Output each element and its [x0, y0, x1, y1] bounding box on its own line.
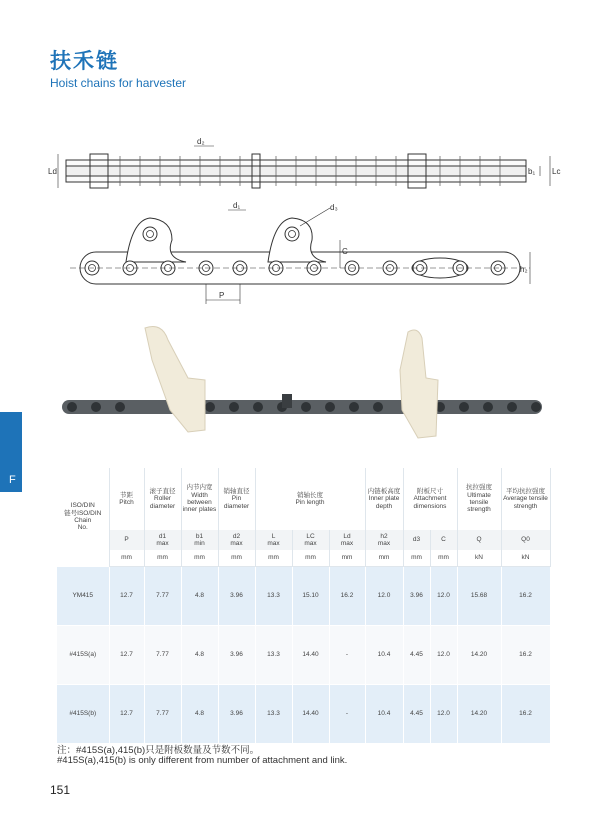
value-cell: 4.45 — [403, 685, 430, 744]
header-pitch: 节距 Pitch — [109, 468, 144, 530]
label-d1: d₁ — [233, 201, 241, 210]
value-cell: 3.96 — [218, 567, 255, 626]
unit-cell: mm — [430, 550, 457, 567]
label-c: C — [342, 247, 348, 256]
symbol-cell: P — [109, 530, 144, 550]
unit-cell: mm — [365, 550, 403, 567]
label-h2: h₂ — [520, 265, 528, 274]
chain-photo — [62, 327, 542, 439]
chain-no-cell: #415S(b) — [57, 685, 109, 744]
value-cell: 13.3 — [255, 567, 292, 626]
value-cell: 7.77 — [144, 685, 181, 744]
label-d2: d₂ — [197, 137, 205, 146]
value-cell: 4.8 — [181, 685, 218, 744]
unit-cell: mm — [255, 550, 292, 567]
header-pin-diameter: 销轴直径 Pin diameter — [218, 468, 255, 530]
symbol-cell: Ld max — [329, 530, 365, 550]
value-cell: 12.7 — [109, 626, 144, 685]
page-title-en: Hoist chains for harvester — [50, 76, 187, 90]
value-cell: 16.2 — [329, 567, 365, 626]
unit-cell: mm — [144, 550, 181, 567]
symbol-cell: h2 max — [365, 530, 403, 550]
unit-cell: mm — [403, 550, 430, 567]
unit-cell: mm — [218, 550, 255, 567]
header-avg-tensile: 平均抗拉强度 Average tensile strength — [501, 468, 550, 530]
value-cell: 15.68 — [457, 567, 501, 626]
label-p: P — [219, 291, 225, 300]
page-title-cn: 扶禾链 — [50, 50, 119, 73]
table-row — [57, 626, 550, 685]
unit-cell: mm — [109, 550, 144, 567]
unit-cell: kN — [501, 550, 550, 567]
value-cell: 10.4 — [365, 626, 403, 685]
value-cell: 4.8 — [181, 626, 218, 685]
symbol-cell: Q0 — [501, 530, 550, 550]
value-cell: 10.4 — [365, 685, 403, 744]
value-cell: 3.96 — [403, 567, 430, 626]
section-tab-letter: F — [9, 474, 16, 486]
symbol-cell: d1 max — [144, 530, 181, 550]
value-cell: 12.0 — [430, 685, 457, 744]
value-cell: 3.96 — [218, 685, 255, 744]
symbol-cell: L max — [255, 530, 292, 550]
header-attachment: 附板尺寸 Attachment dimensions — [403, 468, 457, 530]
unit-cell: mm — [329, 550, 365, 567]
header-inner-width: 内节内宽 Width between inner plates — [181, 468, 218, 530]
unit-cell: mm — [292, 550, 329, 567]
symbol-cell: LC max — [292, 530, 329, 550]
value-cell: 3.96 — [218, 626, 255, 685]
label-lc: Lc — [552, 167, 561, 176]
table-row — [57, 685, 550, 744]
chain-top-view — [58, 146, 550, 210]
value-cell: 14.20 — [457, 685, 501, 744]
symbol-cell: d3 — [403, 530, 430, 550]
value-cell: 4.45 — [403, 626, 430, 685]
symbol-cell: C — [430, 530, 457, 550]
unit-cell: mm — [181, 550, 218, 567]
value-cell: - — [329, 685, 365, 744]
value-cell: 4.8 — [181, 567, 218, 626]
note-en: #415S(a),415(b) is only different from number of attachment and link. — [57, 755, 348, 766]
header-chain-no: ISO/DIN 链号ISO/DIN Chain No. — [57, 468, 109, 567]
spec-table — [57, 468, 551, 744]
chain-no-cell: #415S(a) — [57, 626, 109, 685]
value-cell: 16.2 — [501, 626, 550, 685]
value-cell: - — [329, 626, 365, 685]
header-plate-depth: 内链板高度 Inner plate depth — [365, 468, 403, 530]
header-tensile: 抗拉强度 Ultimate tensile strength — [457, 468, 501, 530]
value-cell: 12.7 — [109, 685, 144, 744]
value-cell: 13.3 — [255, 685, 292, 744]
value-cell: 14.40 — [292, 626, 329, 685]
label-ld: Ld — [48, 167, 57, 176]
table-row — [57, 567, 550, 626]
value-cell: 7.77 — [144, 567, 181, 626]
value-cell: 12.0 — [430, 626, 457, 685]
note-cn: 注：#415S(a),415(b)只是附板数量及节数不同。 — [57, 745, 260, 756]
value-cell: 16.2 — [501, 685, 550, 744]
label-d3: d₃ — [330, 203, 338, 212]
symbol-cell: Q — [457, 530, 501, 550]
value-cell: 14.20 — [457, 626, 501, 685]
symbol-cell: d2 max — [218, 530, 255, 550]
value-cell: 14.40 — [292, 685, 329, 744]
page-number: 151 — [50, 783, 71, 797]
chain-no-cell: YM415 — [57, 567, 109, 626]
header-pin-length: 销轴长度 Pin length — [255, 468, 365, 530]
chain-side-view — [70, 208, 530, 304]
value-cell: 15.10 — [292, 567, 329, 626]
unit-cell: kN — [457, 550, 501, 567]
symbol-cell: b1 min — [181, 530, 218, 550]
value-cell: 16.2 — [501, 567, 550, 626]
label-b1: b₁ — [528, 167, 536, 176]
value-cell: 7.77 — [144, 626, 181, 685]
header-roller-diameter: 滚子直径 Roller diameter — [144, 468, 181, 530]
value-cell: 12.0 — [430, 567, 457, 626]
value-cell: 13.3 — [255, 626, 292, 685]
value-cell: 12.7 — [109, 567, 144, 626]
value-cell: 12.0 — [365, 567, 403, 626]
